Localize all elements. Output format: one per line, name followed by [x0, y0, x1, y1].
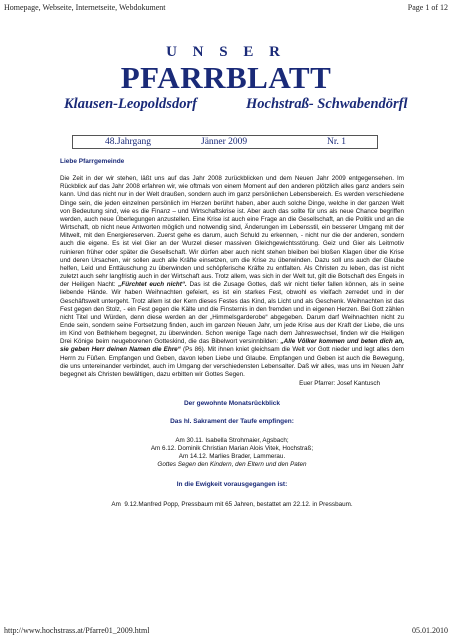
- letter-greeting: Liebe Pfarrgemeinde: [60, 158, 125, 165]
- issue-number: Nr. 1: [327, 137, 346, 147]
- place-left: Klausen-Leopoldsdorf: [64, 96, 197, 112]
- issue-year: 48.Jahrgang: [105, 137, 151, 147]
- print-footer: [4, 626, 448, 636]
- death-notice: [60, 501, 404, 509]
- issue-info-box: [72, 135, 378, 149]
- letter-quote-angel: „Fürchtet euch nicht“.: [118, 281, 187, 289]
- letter-quote-psalm: „Alle Völker kommen und beten dich an, sie geben Herr deinen Namen die Ehre“: [60, 338, 404, 354]
- baptism-heading: Das hl. Sakrament der Taufe empfingen:: [170, 418, 294, 426]
- page-counter: Page 1 of 12: [407, 3, 448, 12]
- baptism-blessing: Gottes Segen den Kindern, den Eltern und den Paten: [157, 461, 307, 468]
- masthead-kicker: U N S E R: [166, 44, 286, 60]
- letter-body-part1: Die Zeit in der wir stehen, läßt uns auf das Jahr 2008 zurückblicken und dem Neuen Jahr 2009 entgegensehen. Im Rückblick auf das Jahr 2008 erfahren wir, wie oftmals von einem Moment auf den anderen plötzlich alles ganz anders sein kann. Und das nicht nur in der Welt draußen, sondern auch im ganz persönlichen Lebensbereich. Es werden verschiedene Dinge sein, die jeden einzelnen persönlich im Herzen berührt haben, aber auch solche Dinge, welche in der ganzen Welt von Bedeutung sind, wie es die Finanz – und Wirtschaftskrise ist. Aber auch das sollte für uns als neue Chance begriffen werden, auch neue Überlegungen anzustellen. Eine Krise ist auch eine Frage an die Gesellschaft, an die Politik und an die Wirtschaft, ob nicht neue Antworten möglich und notwendig sind, Änderungen im Lebensstil, ein besserer Umgang mit der Mitwelt, mit den Energiereserven. Zuerst gehe es darum, auch Schuld zu erkennen, - nicht nur die der anderen, sondern auch die eigene. Es ist viel Gier an der Wurzel dieser massiven Gleichgewichtsstörung. Geiz und Gier als Leitmotiv ruinieren früher oder später die Gesellschaft. Wir dürfen aber auch nicht stehen bleiben bei bloßen Klagen über die Krise und deren Ursachen, wir sollen auch alle Kräfte einsetzen, um die Krise zu überwinden. Dazu soll uns auch der Glaube helfen, Leid und Enttäuschung zu überwinden und schöpferische Kräfte zu entfalten. Als Christen zu leben, das ist nicht zuletzt auch sehr langfristig auch in der Wirtschaft aus. Trotz allem, was sich in der Welt tut, gilt die Botschaft des Engels in der Heiligen Nacht:: [60, 175, 404, 289]
- place-right: Hochstraß- Schwabendörfl: [246, 96, 408, 112]
- article-content: [60, 158, 404, 509]
- death-text: 9.12.Manfred Popp, Pressbaum mit 65 Jahren, bestattet am 22.12. in Pressbaum.: [124, 501, 353, 509]
- letter-body-part2: Das ist die Zusage Gottes, daß wir nicht tiefer fallen können, als in seine liebende Hände. Wir haben Weihnachten gefeiert, es ist ein starkes Fest, obwohl es vielfach zerredet und in der Geschäftswelt untergeht. Trotz allem ist der Kern dieses Festes das Kind, als Licht und als Geschenk. Weihnachten ist das Fest gegen den Stolz, - ein Fest gegen die Kälte und die Finsternis in den fremden und in eigenen Herzen. Bei Gott zählen nicht Titel und Würden, denn diese werden an der „Himmelsgarderobe“ abgegeben. Darum darf Weihnachten nicht zu Ende sein, sondern seine Fortsetzung finden, auch im ganzen Neuen Jahr, um jede Krise aus der Kraft der Liebe, die uns im Kind von Bethlehem begegnet, zu überwinden. Schon wenige Tage nach dem Jahreswechsel, finden wir die Heiligen Drei Könige beim neugeborenen Gotteskind, die das Bibelwort versinnbilden:: [60, 281, 404, 346]
- print-header-title: Homepage, Webseite, Internetseite, Webdokument: [4, 3, 166, 12]
- page-url-link[interactable]: http://www.hochstrass.at/Pfarre01_2009.html: [4, 626, 150, 635]
- baptism-entry: Am 14.12. Marlies Brader, Lammerau.: [178, 452, 286, 460]
- print-date: 05.01.2010: [412, 626, 448, 635]
- masthead-places: [0, 96, 452, 114]
- baptism-list: [60, 437, 404, 470]
- masthead: [0, 44, 452, 114]
- letter-signature: Euer Pfarrer: Josef Kantusch: [299, 380, 380, 388]
- baptism-entry: Am 6.12. Dominik Christian Marian Alois Vitek, Hochstraß;: [150, 444, 314, 452]
- letter-body: [60, 175, 404, 379]
- baptism-entry: Am 30.11. Isabella Strohmaier, Agsbach;: [175, 436, 289, 444]
- print-header: [4, 3, 448, 13]
- death-prefix: Am: [111, 501, 121, 509]
- review-heading: Der gewohnte Monatsrückblick: [183, 400, 281, 408]
- issue-month: Jänner 2009: [201, 137, 248, 147]
- eternity-heading: In die Ewigkeit vorausgegangen ist:: [176, 481, 288, 489]
- masthead-title: PFARRBLATT: [120, 60, 332, 95]
- letter-body-part3: (Ps 86). Mit ihnen kniet gleichsam die Welt vor Gott nieder und legt alles dem Herrn zu Füßen. Empfangen und Geben, davon leben Liebe und Glaube. Empfangen und Geben ist auch die Bewegung, die uns untereinander verbindet, auch im Umgang der verschiedensten Lebensalter. Daß wir alles, was uns im Neuen Jahr begegnet als Christen bewältigen, dazu erbitten wir Gottes Segen.: [60, 346, 404, 378]
